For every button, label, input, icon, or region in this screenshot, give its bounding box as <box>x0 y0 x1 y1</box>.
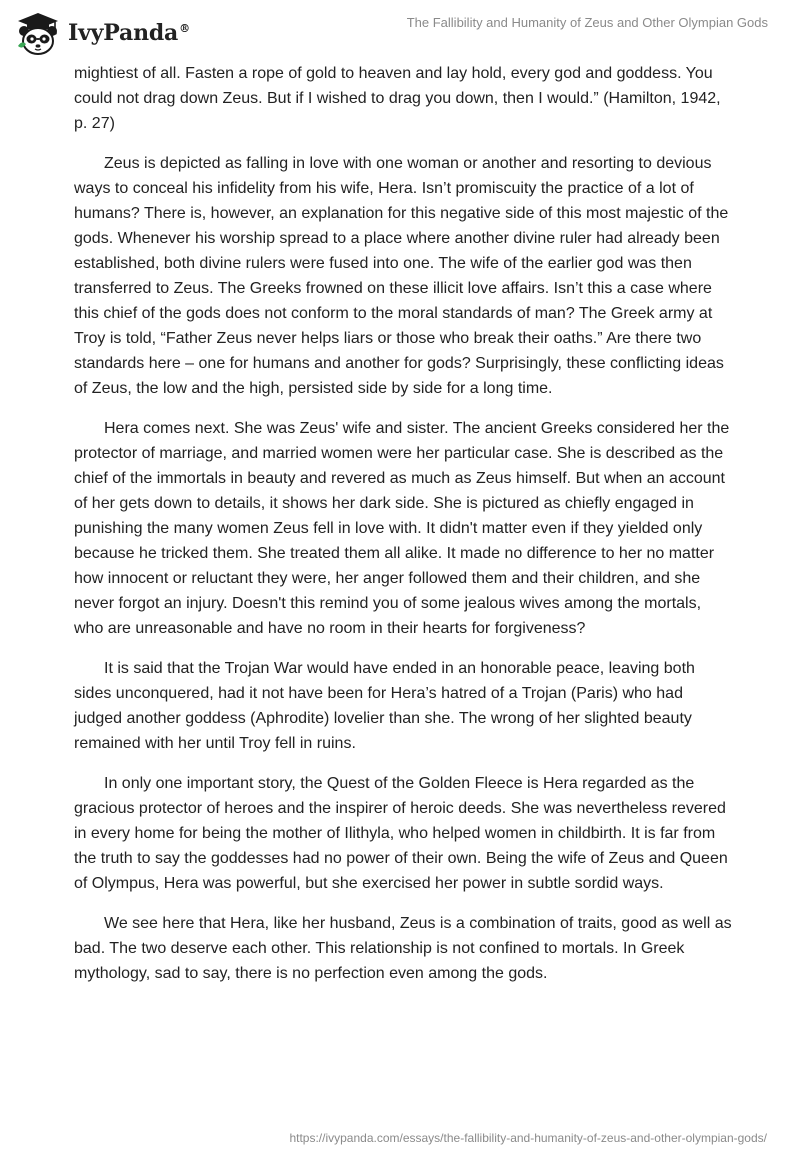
page-header <box>0 0 800 70</box>
brand-name: IvyPanda® <box>68 20 190 46</box>
paragraph-2: Zeus is depicted as falling in love with one woman or another and resorting to devious ways to conceal his infidelity from his wife, Hera. Isn’t promiscuity the practice of a lot of humans? There is, however, an explanation for this negative side of this most majestic of the gods. Whenever his worship spread to a place where another divine ruler had already been established, both divine rulers were fused into one. The wife of the earlier god was then transferred to Zeus. The Greeks frowned on these illicit love affairs. Isn’t this a case where this chief of the gods does not conform to the moral standards of man? The Greek army at Troy is told, “Father Zeus never helps liars or those who break their oaths.” Are there two standards here – one for humans and another for gods? Surprisingly, these conflicting ideas of Zeus, the low and the high, persisted side by side for a long time. <box>74 155 729 397</box>
panda-graduation-icon <box>14 10 62 56</box>
paragraph-1: mightiest of all. Fasten a rope of gold to heaven and lay hold, every god and goddess. You could not drag down Zeus. But if I wished to drag you down, then I would.” (Hamilton, 1942, p. 27) <box>74 65 721 132</box>
paragraph-6: We see here that Hera, like her husband, Zeus is a combination of traits, good as well as bad. The two deserve each other. This relationship is not confined to mortals. In Greek mythology, sad to say, there is no perfection even among the gods. <box>74 915 732 982</box>
document-title: The Fallibility and Humanity of Zeus and Other Olympian Gods <box>406 15 768 30</box>
essay-body <box>74 61 734 1001</box>
paragraph-3: Hera comes next. She was Zeus' wife and sister. The ancient Greeks considered her the protector of marriage, and married women were her particular case. She is described as the chief of the immortals in beauty and revered as much as Zeus himself. But when an account of her gets down to details, it shows her dark side. She is pictured as chiefly engaged in punishing the many women Zeus fell in love with. It didn't matter even if they yielded only because he tricked them. She treated them all alike. It made no difference to her no matter how innocent or reluctant they were, her anger followed them and their children, and she never forgot an injury. Doesn't this remind you of some jealous wives among the mortals, who are unreasonable and have no room in their hearts for forgiveness? <box>74 420 730 637</box>
source-url[interactable]: https://ivypanda.com/essays/the-fallibility-and-humanity-of-zeus-and-other-olympian-gods/ <box>289 1131 767 1145</box>
registered-mark: ® <box>179 21 190 35</box>
ivypanda-logo[interactable] <box>14 10 190 56</box>
paragraph-5: In only one important story, the Quest of the Golden Fleece is Hera regarded as the gracious protector of heroes and the inspirer of heroic deeds. She was nevertheless revered in every home for being the mother of Ilithyla, who helped women in childbirth. It is far from the truth to say the goddesses had no power of their own. Being the wife of Zeus and Queen of Olympus, Hera was powerful, but she exercised her power in subtle sordid ways. <box>74 775 728 892</box>
paragraph-4: It is said that the Trojan War would have ended in an honorable peace, leaving both sides unconquered, had it not have been for Hera’s hatred of a Trojan (Paris) who had judged another goddess (Aphrodite) lovelier than she. The wrong of her slighted beauty remained with her until Troy fell in ruins. <box>74 660 695 752</box>
